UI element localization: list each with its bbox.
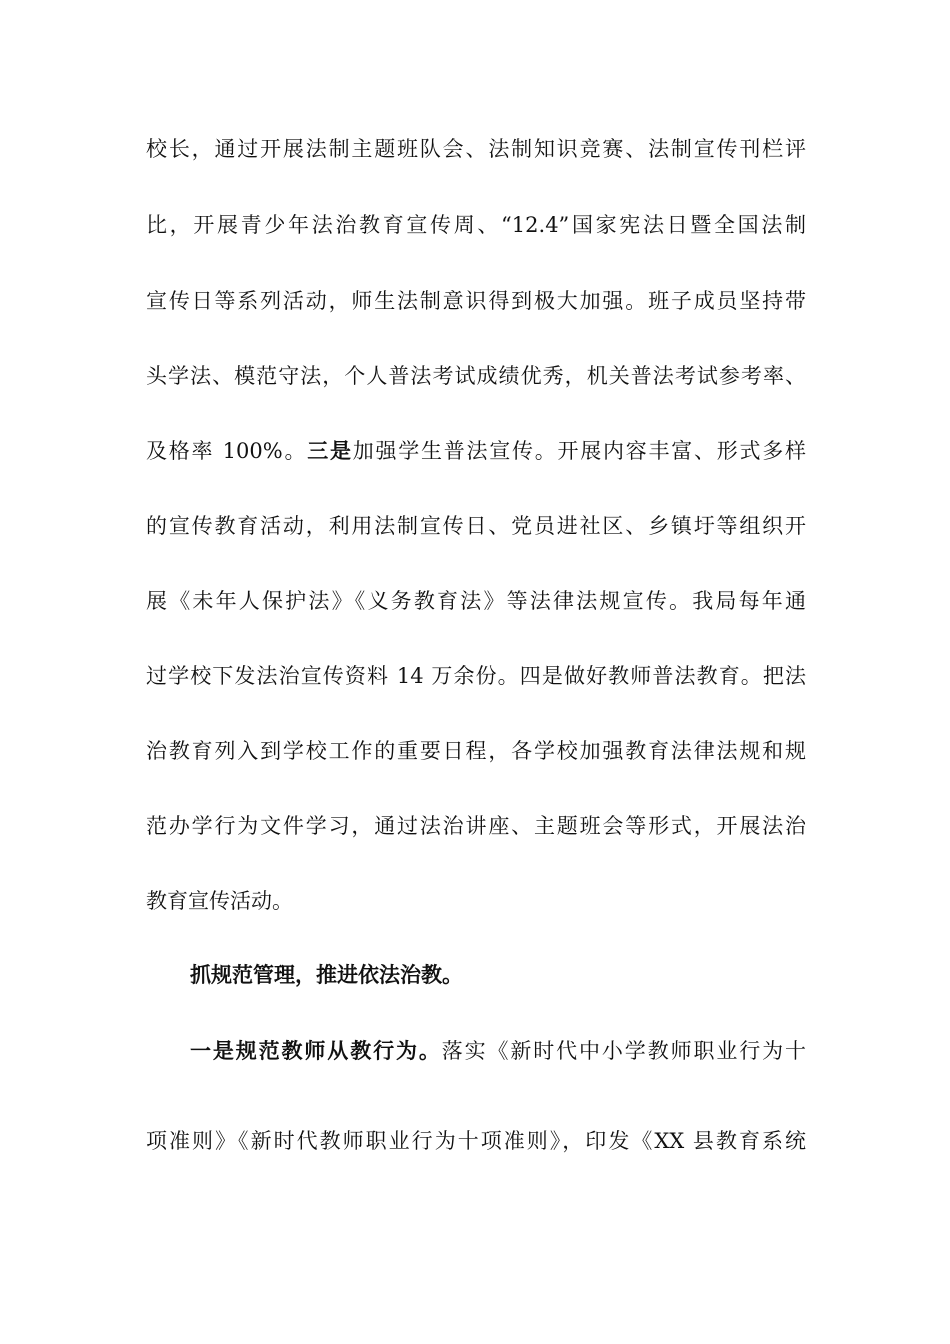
text-line-4: 头学法、模范守法，个人普法考试成绩优秀，机关普法考试参考率、 <box>146 364 806 388</box>
text-line-5 <box>146 431 806 471</box>
text-segment: 及格率 100%。 <box>146 439 308 463</box>
bold-lead: 一是规范教师从教行为。 <box>190 1038 442 1063</box>
text-line-7: 展《未年人保护法》《义务教育法》等法律法规宣传。我局每年通 <box>146 589 806 613</box>
paragraph-first-line <box>190 1031 806 1071</box>
text-line-9: 治教育列入到学校工作的重要日程，各学校加强教育法律法规和规 <box>146 739 806 763</box>
text-line-1: 校长，通过开展法制主题班队会、法制知识竞赛、法制宣传刊栏评 <box>146 137 806 161</box>
text-segment: 加强学生普法宣传。开展内容丰富、形式多样 <box>352 439 806 463</box>
text-line-8: 过学校下发法治宣传资料 14 万余份。四是做好教师普法教育。把法 <box>146 664 806 688</box>
text-line-2: 比，开展青少年法治教育宣传周、“12.4”国家宪法日暨全国法制 <box>146 213 806 237</box>
text-line-11: 教育宣传活动。 <box>146 889 293 913</box>
text-line-3: 宣传日等系列活动，师生法制意识得到极大加强。班子成员坚持带 <box>146 289 806 313</box>
section-heading: 抓规范管理，推进依法治教。 <box>190 962 463 987</box>
text-segment: 落实《新时代中小学教师职业行为十 <box>441 1039 806 1063</box>
text-line-last: 项准则》《新时代教师职业行为十项准则》，印发《XX 县教育系统 <box>146 1129 806 1153</box>
text-line-6: 的宣传教育活动，利用法制宣传日、党员进社区、乡镇圩等组织开 <box>146 514 806 538</box>
text-line-10: 范办学行为文件学习，通过法治讲座、主题班会等形式，开展法治 <box>146 814 806 838</box>
bold-ordinal: 三是 <box>307 438 353 463</box>
